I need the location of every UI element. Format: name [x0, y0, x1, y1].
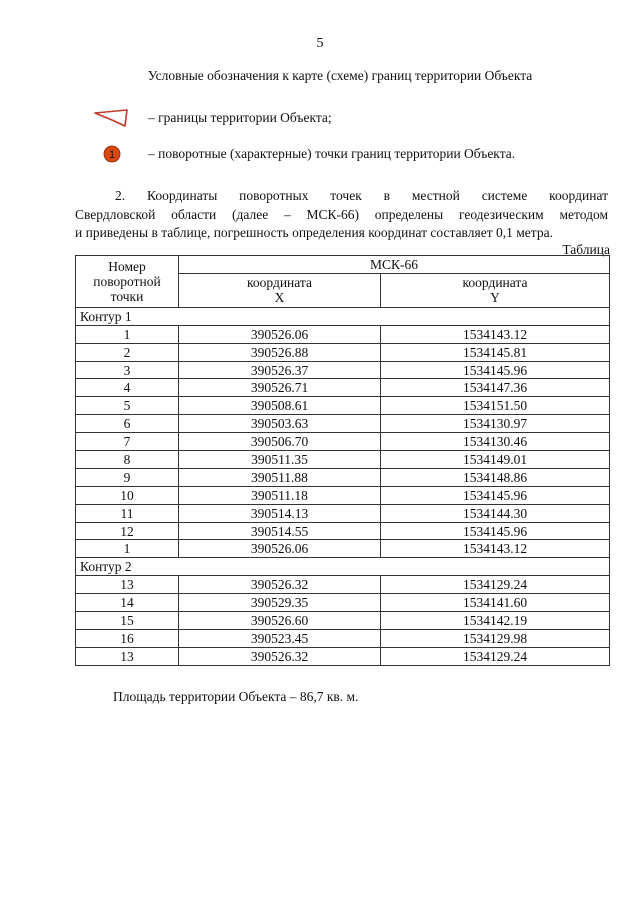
y-coordinate-cell: 1534142.19	[381, 612, 610, 630]
x-coordinate-cell: 390508.61	[179, 397, 381, 415]
y-coordinate-cell: 1534129.24	[381, 647, 610, 665]
point-number-cell: 5	[76, 397, 179, 415]
table-row	[76, 486, 610, 504]
y-coordinate-cell: 1534145.81	[381, 343, 610, 361]
table-row	[76, 647, 610, 665]
y-coordinate-cell: 1534130.46	[381, 433, 610, 451]
x-coordinate-cell: 390511.88	[179, 468, 381, 486]
table-row	[76, 325, 610, 343]
table-body	[76, 307, 610, 665]
y-coordinate-cell: 1534151.50	[381, 397, 610, 415]
x-coordinate-cell: 390526.32	[179, 576, 381, 594]
x-coordinate-cell: 390506.70	[179, 433, 381, 451]
table-row	[76, 397, 610, 415]
y-coordinate-cell: 1534145.96	[381, 522, 610, 540]
point-number-cell: 14	[76, 594, 179, 612]
y-coordinate-cell: 1534144.30	[381, 504, 610, 522]
point-number-cell: 7	[76, 433, 179, 451]
table-row	[76, 415, 610, 433]
table-row	[76, 522, 610, 540]
header-y	[381, 273, 610, 307]
page-number: 5	[316, 36, 324, 51]
contour-title: Контур 1	[76, 307, 610, 325]
paragraph-line: и приведены в таблице, погрешность определения координат составляет 0,1 метра.	[75, 225, 553, 240]
table-row	[76, 576, 610, 594]
point-number-cell: 11	[76, 504, 179, 522]
header-point-number: Номер поворотной точки	[76, 256, 179, 308]
y-coordinate-cell: 1534141.60	[381, 594, 610, 612]
table-row	[76, 451, 610, 469]
legend-item-point	[90, 143, 515, 165]
header-x-line2: X	[274, 290, 285, 306]
contour-header-row	[76, 307, 610, 325]
y-coordinate-cell: 1534149.01	[381, 451, 610, 469]
x-coordinate-cell: 390511.18	[179, 486, 381, 504]
x-coordinate-cell: 390526.88	[179, 343, 381, 361]
table-row	[76, 540, 610, 558]
y-coordinate-cell: 1534129.98	[381, 629, 610, 647]
legend-item-boundary	[90, 107, 332, 129]
x-coordinate-cell: 390503.63	[179, 415, 381, 433]
boundary-polygon-icon	[90, 107, 134, 129]
y-coordinate-cell: 1534145.96	[381, 486, 610, 504]
x-coordinate-cell: 390526.06	[179, 325, 381, 343]
x-coordinate-cell: 390514.55	[179, 522, 381, 540]
header-system: МСК-66	[179, 256, 610, 274]
table-row	[76, 361, 610, 379]
x-coordinate-cell: 390511.35	[179, 451, 381, 469]
table-row	[76, 343, 610, 361]
table-row	[76, 433, 610, 451]
point-number-cell: 8	[76, 451, 179, 469]
table-row	[76, 504, 610, 522]
header-x-line1: координата	[247, 275, 312, 291]
point-number-cell: 12	[76, 522, 179, 540]
table-row	[76, 468, 610, 486]
point-number-cell: 4	[76, 379, 179, 397]
table-row	[76, 594, 610, 612]
header-y-line1: координата	[462, 275, 528, 291]
legend-label-point: – поворотные (характерные) точки границ территории Объекта.	[148, 146, 516, 161]
x-coordinate-cell: 390526.71	[179, 379, 381, 397]
table-row	[76, 612, 610, 630]
header-x	[179, 273, 381, 307]
point-number-cell: 16	[76, 629, 179, 647]
y-coordinate-cell: 1534129.24	[381, 576, 610, 594]
x-coordinate-cell: 390523.45	[179, 629, 381, 647]
point-number-cell: 2	[76, 343, 179, 361]
header-y-line2: Y	[490, 290, 500, 306]
table-caption: Таблица	[562, 242, 610, 257]
point-number-cell: 6	[76, 415, 179, 433]
y-coordinate-cell: 1534143.12	[381, 325, 610, 343]
point-marker-icon	[90, 143, 134, 165]
point-number-cell: 13	[76, 647, 179, 665]
x-coordinate-cell: 390514.13	[179, 504, 381, 522]
point-number-cell: 13	[76, 576, 179, 594]
point-number-cell: 15	[76, 612, 179, 630]
coordinates-paragraph	[75, 187, 608, 243]
point-number-cell: 9	[76, 468, 179, 486]
coordinates-table	[75, 255, 610, 666]
point-number-cell: 1	[76, 540, 179, 558]
legend-title: Условные обозначения к карте (схеме) границ территории Объекта	[147, 68, 533, 83]
area-statement: Площадь территории Объекта – 86,7 кв. м.	[113, 689, 359, 704]
paragraph-line: 2. Координаты поворотных точек в местной системе координат	[115, 188, 608, 203]
table-row	[76, 379, 610, 397]
x-coordinate-cell: 390526.06	[179, 540, 381, 558]
x-coordinate-cell: 390526.37	[179, 361, 381, 379]
y-coordinate-cell: 1534130.97	[381, 415, 610, 433]
x-coordinate-cell: 390529.35	[179, 594, 381, 612]
paragraph-line: Свердловской области (далее – МСК-66) определены геодезическим методом	[75, 206, 608, 222]
marker-number: 1	[108, 149, 116, 161]
contour-header-row	[76, 558, 610, 576]
table-row	[76, 629, 610, 647]
y-coordinate-cell: 1534143.12	[381, 540, 610, 558]
point-number-cell: 3	[76, 361, 179, 379]
y-coordinate-cell: 1534145.96	[381, 361, 610, 379]
x-coordinate-cell: 390526.32	[179, 647, 381, 665]
y-coordinate-cell: 1534147.36	[381, 379, 610, 397]
point-number-cell: 10	[76, 486, 179, 504]
x-coordinate-cell: 390526.60	[179, 612, 381, 630]
y-coordinate-cell: 1534148.86	[381, 468, 610, 486]
point-number-cell: 1	[76, 325, 179, 343]
contour-title: Контур 2	[76, 558, 610, 576]
legend-label-boundary: – границы территории Объекта;	[148, 110, 332, 125]
